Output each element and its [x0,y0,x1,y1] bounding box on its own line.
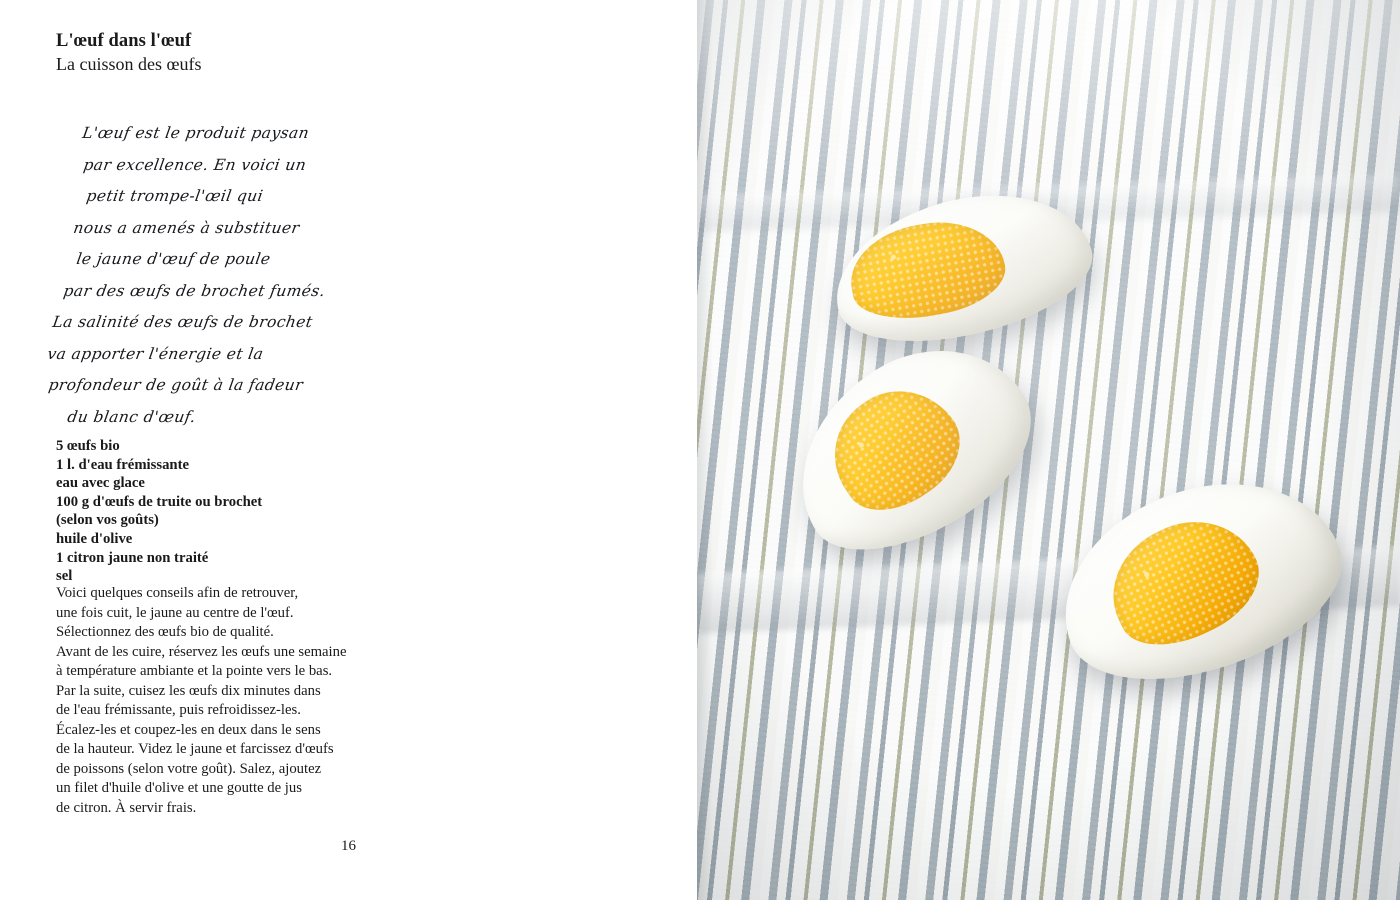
page-subtitle: La cuisson des œufs [56,54,202,74]
ingredient-item: 1 l. d'eau frémissante [56,456,189,473]
method-line: un filet d'huile d'olive et une goutte de jus [56,780,302,796]
ingredient-item: 100 g d'œufs de truite ou brochet [56,493,263,510]
handwritten-note [35,118,415,433]
method-line: Avant de les cuire, réservez les œufs une semaine [56,643,347,660]
egg-half-middle [761,311,1061,584]
method-line: Voici quelques conseils afin de retrouver, [56,585,299,601]
handwritten-line: va apporter l'énergie et la [46,344,265,363]
method-line: de la hauteur. Videz le jaune et farcissez d'œufs [56,741,334,757]
page-number: 16 [341,838,356,854]
handwritten-line: petit trompe-l'œil qui [85,187,265,205]
photo-vignette [697,0,1400,900]
method-line: de citron. À servir frais. [56,799,197,816]
right-photo-page [697,0,1400,900]
fish-roe-filling [1092,498,1276,664]
egg-half-top [820,172,1104,362]
method-line: une fois cuit, le jaune au centre de l'œuf. [56,604,294,621]
method-line: Par la suite, cuisez les œufs dix minutes dans [56,682,321,699]
ingredient-item: sel [56,568,73,585]
handwritten-line: le jaune d'œuf de poule [75,250,272,268]
method-line: Écalez-les et coupez-les en deux dans le sens [56,721,321,738]
fish-roe-filling [843,211,1012,329]
handwritten-line: nous a amenés à substituer [72,218,301,237]
handwritten-line: La salinité des œufs de brochet [51,313,314,331]
fish-roe-filling [811,367,979,531]
handwritten-line: par excellence. En voici un [82,155,308,174]
title-block [56,30,476,76]
ingredient-item: huile d'olive [56,530,133,547]
handwritten-line: L'œuf est le produit paysan [81,124,311,142]
method-line: de poissons (selon votre goût). Salez, ajoutez [56,760,322,777]
food-photograph [697,0,1400,900]
photo-highlight [697,0,1400,210]
handwritten-line: profondeur de goût à la fadeur [47,376,305,394]
ingredients-list [56,437,456,586]
method-line: à température ambiante et la pointe vers le bas. [56,663,333,679]
left-text-page [0,0,697,900]
method-line: Sélectionnez des œufs bio de qualité. [56,624,274,640]
handwritten-line: par des œufs de brochet fumés. [62,281,327,300]
handwritten-line: du blanc d'œuf. [66,407,198,426]
ingredient-item: 5 œufs bio [56,438,120,454]
egg-half-bottom [1035,447,1364,714]
ingredient-item: (selon vos goûts) [56,512,159,529]
method-text [56,584,476,818]
method-line: de l'eau frémissante, puis refroidissez-les. [56,702,301,718]
ingredient-item: eau avec glace [56,475,145,492]
page-title: L'œuf dans l'œuf [56,31,192,51]
ingredient-item: 1 citron jaune non traité [56,549,209,566]
